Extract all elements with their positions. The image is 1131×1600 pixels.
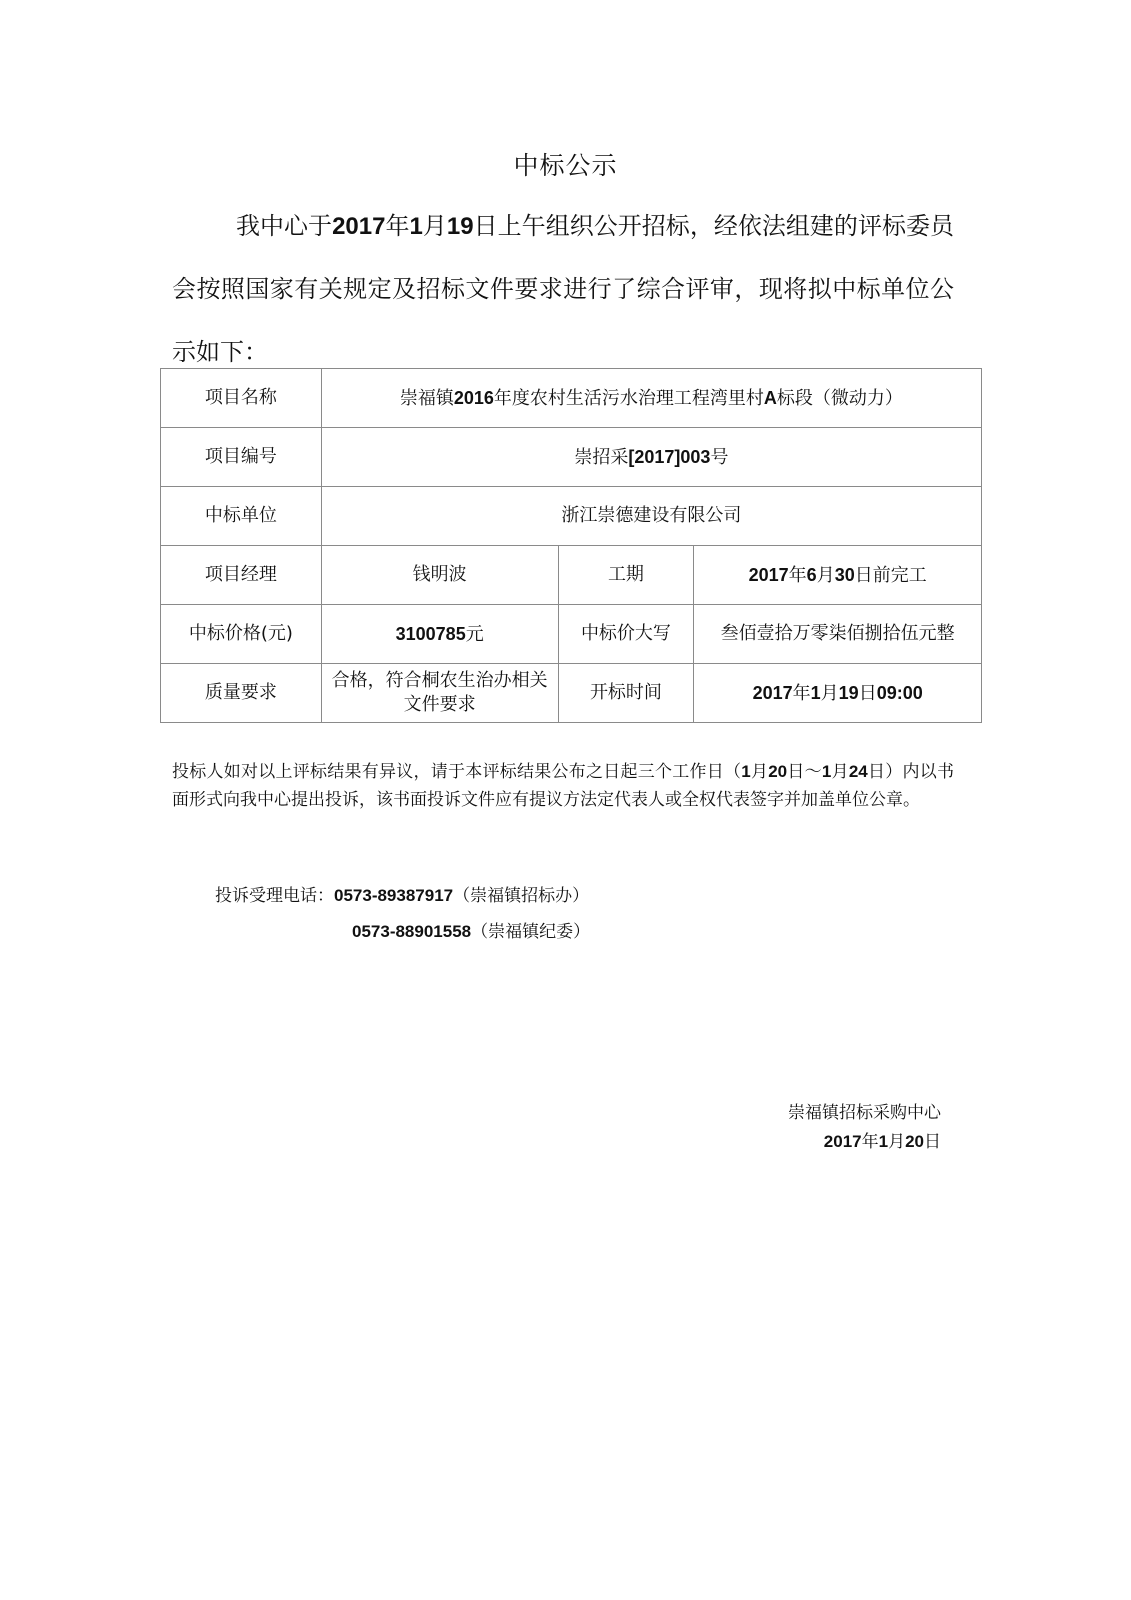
manager-value: 钱明波 xyxy=(321,546,558,605)
intro-text-3: 月 xyxy=(422,212,447,240)
objection-text-5: 日）内以书面形式向我中心提出投诉，该书面投诉文件应有提议方法定代表人或全权代表签字并加盖单位公章。 xyxy=(172,762,955,810)
signature-org: 崇福镇招标采购中心 xyxy=(788,1103,941,1123)
price-words-label: 中标价大写 xyxy=(558,605,694,664)
table-row xyxy=(161,369,982,428)
objection-day-1: 20 xyxy=(768,762,788,781)
hotline-phone-1: 0573-89387917 xyxy=(334,886,454,905)
hotline-label: 投诉受理电话： xyxy=(215,886,334,906)
price-value xyxy=(321,605,558,664)
period-text-1: 年 xyxy=(788,564,807,586)
hotline-line-2 xyxy=(352,918,590,946)
period-label: 工期 xyxy=(558,546,694,605)
signature-text-3: 日 xyxy=(924,1132,941,1152)
project-name-post: 标段（微动力） xyxy=(776,387,903,409)
project-no-post: 号 xyxy=(710,446,729,468)
intro-paragraph xyxy=(172,195,954,384)
hotline-phone-1-desc: （崇福镇招标办） xyxy=(453,886,590,906)
period-year: 2017 xyxy=(748,564,789,585)
award-table xyxy=(160,368,982,723)
table-row xyxy=(161,487,982,546)
hotline-line-1 xyxy=(215,882,589,910)
project-no-value xyxy=(321,428,981,487)
objection-text-3: 日～ xyxy=(787,762,822,782)
objection-month-1: 1 xyxy=(741,762,751,781)
page-title: 中标公示 xyxy=(513,151,618,180)
project-no-label: 项目编号 xyxy=(161,428,322,487)
objection-text-1: 投标人如对以上评标结果有异议，请于本评标结果公布之日起三个工作日（ xyxy=(172,762,742,782)
intro-text-2: 年 xyxy=(385,212,410,240)
winner-value: 浙江崇德建设有限公司 xyxy=(321,487,981,546)
objection-month-2: 1 xyxy=(821,762,832,781)
table-row xyxy=(161,605,982,664)
opening-month: 1 xyxy=(810,682,821,703)
signature-text-2: 月 xyxy=(888,1132,906,1152)
project-no-code: [2017]003 xyxy=(628,446,711,467)
quality-label: 质量要求 xyxy=(161,664,322,723)
opening-day: 19 xyxy=(838,682,859,703)
project-name-letter: A xyxy=(763,387,777,408)
objection-day-2: 24 xyxy=(848,762,868,781)
signature-month: 1 xyxy=(878,1132,889,1151)
opening-text-3: 日 xyxy=(858,682,877,704)
signature-text-1: 年 xyxy=(861,1132,879,1152)
opening-time: 09:00 xyxy=(876,682,923,703)
period-day: 30 xyxy=(834,564,855,585)
signature-date xyxy=(824,1128,941,1156)
project-name-mid: 年度农村生活污水治理工程湾里村 xyxy=(493,387,764,409)
objection-text-4: 月 xyxy=(831,762,849,782)
intro-month: 1 xyxy=(409,213,423,240)
table-row xyxy=(161,546,982,605)
opening-text-2: 月 xyxy=(820,682,839,704)
period-value xyxy=(694,546,982,605)
opening-text-1: 年 xyxy=(792,682,811,704)
intro-year: 2017 xyxy=(332,213,386,240)
table-row xyxy=(161,664,982,723)
signature-day: 20 xyxy=(905,1132,924,1151)
intro-text-1: 我中心于 xyxy=(236,212,333,240)
opening-year: 2017 xyxy=(752,682,793,703)
winner-label: 中标单位 xyxy=(161,487,322,546)
period-text-2: 月 xyxy=(816,564,835,586)
project-name-pre: 崇福镇 xyxy=(399,387,454,409)
period-month: 6 xyxy=(806,564,817,585)
price-unit: 元 xyxy=(465,623,484,645)
quality-value: 合格，符合桐农生治办相关文件要求 xyxy=(321,664,558,723)
intro-day: 19 xyxy=(446,213,474,240)
intro-text-4: 日上午组织公开招标，经依法组建的评标委员会按照国家有关规定及招标文件要求进行了综合评审，现将拟中标单位公示如下： xyxy=(172,212,955,366)
price-number: 3100785 xyxy=(395,623,466,644)
project-no-pre: 崇招采 xyxy=(574,446,629,468)
hotline-phone-2-desc: （崇福镇纪委） xyxy=(471,922,591,942)
project-name-year: 2016 xyxy=(453,387,494,408)
table-row xyxy=(161,428,982,487)
hotline-phone-2: 0573-88901558 xyxy=(352,922,472,941)
manager-label: 项目经理 xyxy=(161,546,322,605)
price-words-value: 叁佰壹拾万零柒佰捌拾伍元整 xyxy=(694,605,982,664)
objection-text-2: 月 xyxy=(750,762,769,782)
project-name-value xyxy=(321,369,981,428)
opening-value xyxy=(694,664,982,723)
signature-year: 2017 xyxy=(823,1132,862,1151)
opening-label: 开标时间 xyxy=(558,664,694,723)
project-name-label: 项目名称 xyxy=(161,369,322,428)
objection-paragraph xyxy=(172,758,954,814)
period-text-3: 日前完工 xyxy=(854,564,927,586)
price-label: 中标价格(元) xyxy=(161,605,322,664)
